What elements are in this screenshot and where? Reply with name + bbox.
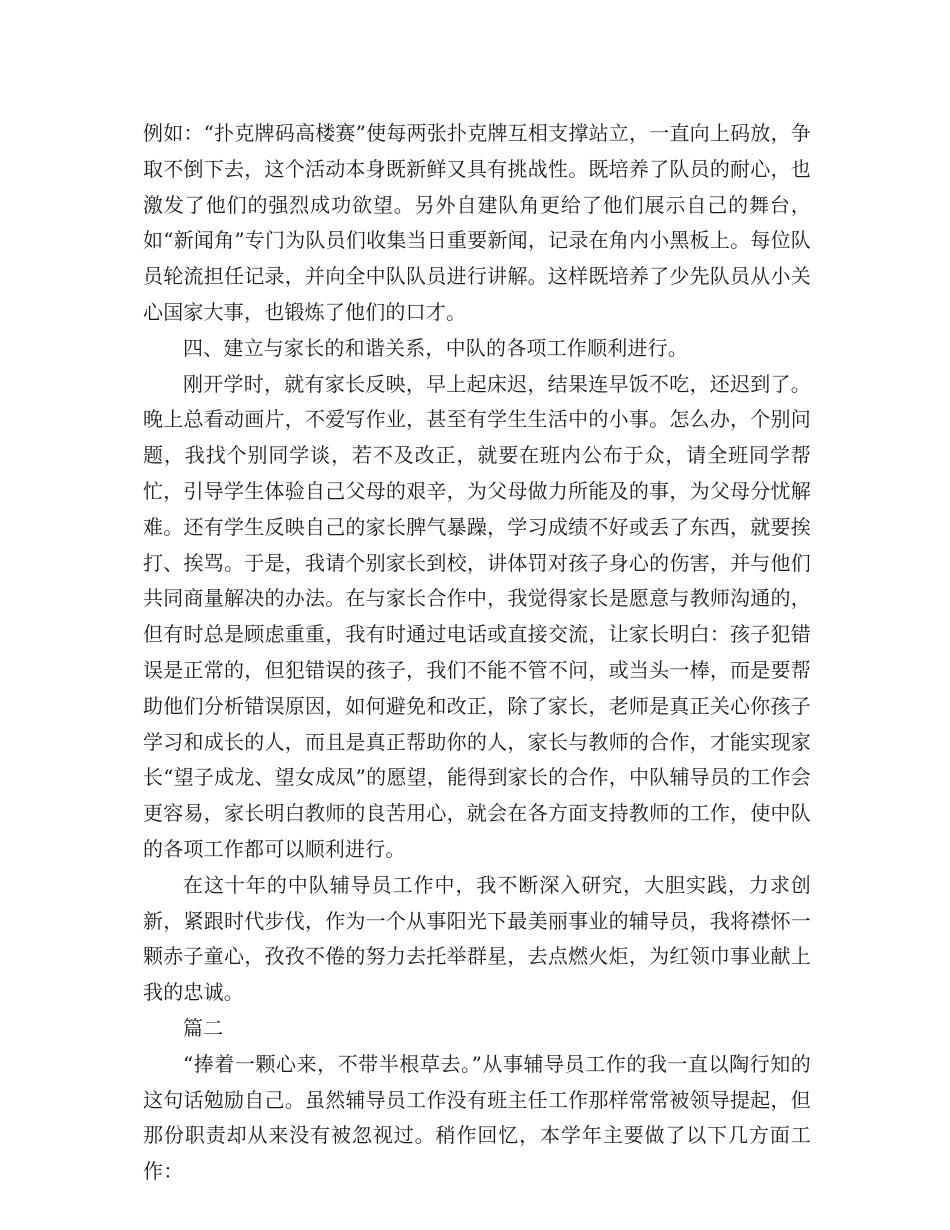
document-body xyxy=(143,116,811,1190)
paragraph-part-two-intro: “捧着一颗心来，不带半根草去。”从事辅导员工作的我一直以陶行知的这句话勉励自己。虽然辅导员工作没有班主任工作那样常常被领导提起，但那份职责却从来没有被忽视过。稍作回忆，本学年主要做了以下几方面工作： xyxy=(143,1051,811,1184)
paragraph-section-four-heading: 四、建立与家长的和谐关系，中队的各项工作顺利进行。 xyxy=(183,335,688,360)
paragraph-conclusion: 在这十年的中队辅导员工作中，我不断深入研究，大胆实践，力求创新，紧跟时代步伐，作为一个从事阳光下最美丽事业的辅导员，我将襟怀一颗赤子童心，孜孜不倦的努力去托举群星，去点燃火炬，为红领巾事业献上我的忠诚。 xyxy=(143,872,811,1005)
paragraph-activity-examples: 例如：“扑克牌码高楼赛”使每两张扑克牌互相支撑站立，一直向上码放，争取不倒下去，这个活动本身既新鲜又具有挑战性。既培养了队员的耐心，也激发了他们的强烈成功欲望。另外自建队角更给了他们展示自己的舞台，如“新闻角”专门为队员们收集当日重要新闻，记录在角内小黑板上。每位队员轮流担任记录，并向全中队队员进行讲解。这样既培养了少先队员从小关心国家大事，也锻炼了他们的口才。 xyxy=(143,121,811,324)
paragraph-part-two-heading: 篇二 xyxy=(183,1015,224,1040)
paragraph-parent-cooperation: 刚开学时，就有家长反映，早上起床迟，结果连早饭不吃，还迟到了。晚上总看动画片，不爱写作业，甚至有学生生活中的小事。怎么办，个别问题，我找个别同学谈，若不及改正，就要在班内公布于众，请全班同学帮忙，引导学生体验自己父母的艰辛，为父母做力所能及的事，为父母分忧解难。还有学生反映自己的家长脾气暴躁，学习成绩不好或丢了东西，就要挨打、挨骂。于是，我请个别家长到校，讲体罚对孩子身心的伤害，并与他们共同商量解决的办法。在与家长合作中，我觉得家长是愿意与教师沟通的，但有时总是顾虑重重，我有时通过电话或直接交流，让家长明白：孩子犯错误是正常的，但犯错误的孩子，我们不能不管不问，或当头一棒，而是要帮助他们分析错误原因，如何避免和改正，除了家长，老师是真正关心你孩子学习和成长的人，而且是真正帮助你的人，家长与教师的合作，才能实现家长“望子成龙、望女成凤”的愿望，能得到家长的合作，中队辅导员的工作会更容易，家长明白教师的良苦用心，就会在各方面支持教师的工作，使中队的各项工作都可以顺利进行。 xyxy=(143,371,811,861)
